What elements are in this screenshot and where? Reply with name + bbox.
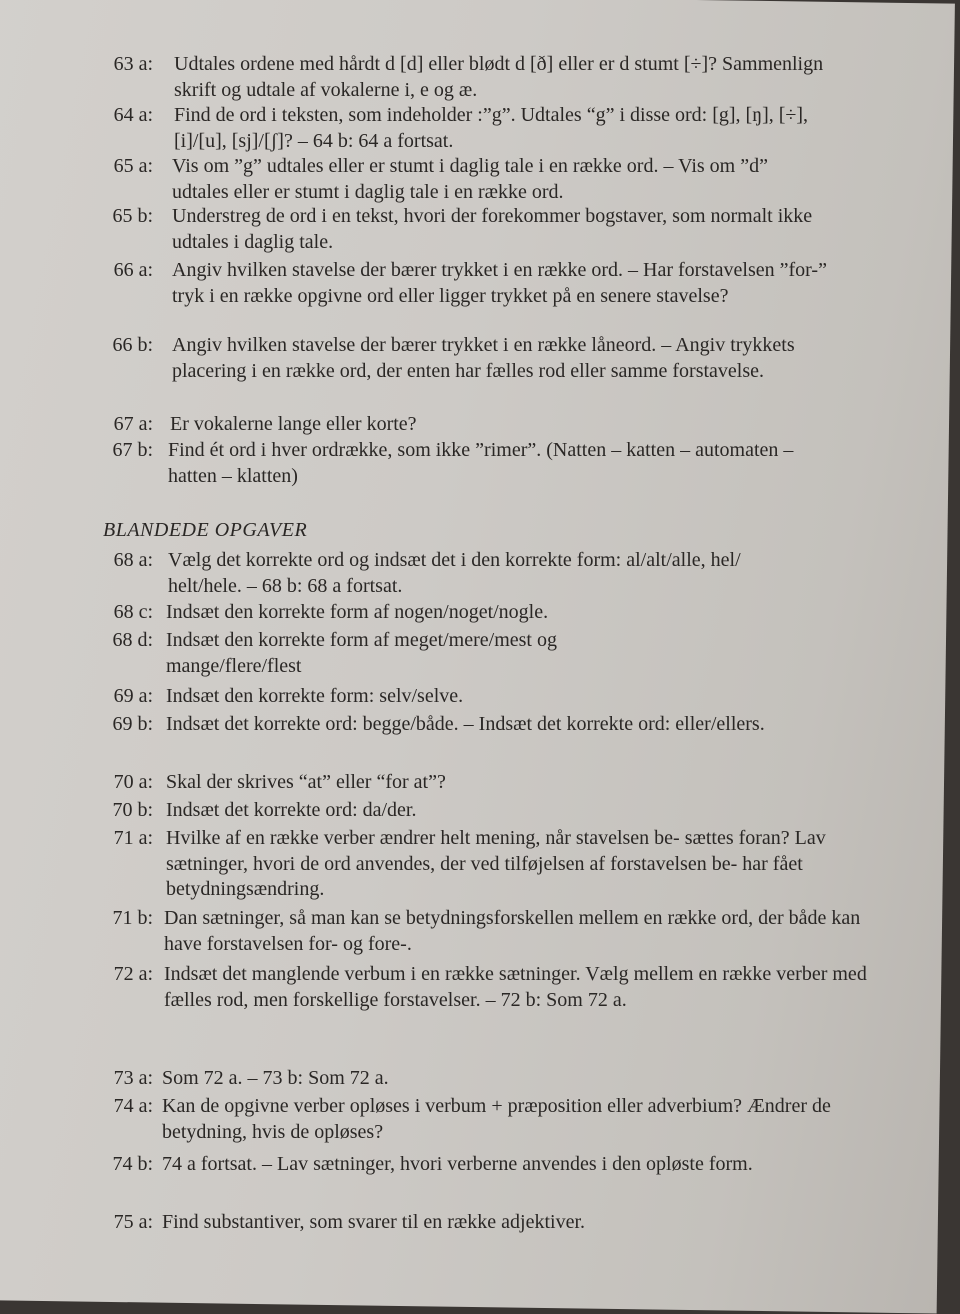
entry-number: 67 a: (113, 413, 153, 435)
entry-text: Dan sætninger, så man kan se betydningsforskellen mellem en række ord, der både kan have forstavelsen for- og fore-. (164, 907, 861, 955)
entry-text: Angiv hvilken stavelse der bærer trykket i en række låneord. – Angiv trykkets placering i en række ord, der enten har fælles rod eller samme forstavelse. (172, 334, 795, 382)
entry-number: 66 b: (112, 334, 153, 356)
entry-number: 75 a: (113, 1211, 153, 1233)
entry-number: 74 b: (112, 1153, 153, 1175)
entry-number: 71 b: (112, 907, 153, 929)
entry-text: Vælg det korrekte ord og indsæt det i den korrekte form: al/alt/alle, hel/ helt/hele. – 68 b: 68 a fortsat. (168, 549, 741, 597)
entry-text: Indsæt den korrekte form: selv/selve. (166, 685, 464, 707)
entry-text: Understreg de ord i en tekst, hvori der forekommer bogstaver, som normalt ikke udtales i daglig tale. (172, 205, 813, 253)
entry-number: 65 a: (113, 155, 153, 177)
entry-number: 67 b: (112, 439, 153, 461)
entry-number: 64 a: (113, 104, 153, 126)
entry-text: Udtales ordene med hårdt d [d] eller blødt d [ð] eller er d stumt [÷]? Sammenlign skrift og udtale af vokalerne i, e og æ. (174, 53, 824, 101)
entry-number: 68 a: (113, 549, 153, 571)
entry-text: Find substantiver, som svarer til en række adjektiver. (162, 1211, 586, 1233)
entry-text: Hvilke af en række verber ændrer helt mening, når stavelsen be- sættes foran? Lav sætninger, hvori de ord anvendes, der ved tilføjelsen af forstavelsen be- har fået betydningsændring. (166, 827, 826, 900)
entry-text: Angiv hvilken stavelse der bærer trykket i en række ord. – Har forstavelsen ”for-” tryk i en række opgivne ord eller ligger trykket på en senere stavelse? (172, 259, 827, 307)
entry-number: 69 b: (112, 713, 153, 735)
entry-number: 70 a: (113, 771, 153, 793)
entry-number: 69 a: (113, 685, 153, 707)
entry-text: Vis om ”g” udtales eller er stumt i daglig tale i en række ord. – Vis om ”d” udtales eller er stumt i daglig tale i en række ord. (172, 155, 768, 203)
entry-text: Indsæt den korrekte form af meget/mere/mest og mange/flere/flest (166, 629, 557, 677)
entry-text: Find de ord i teksten, som indeholder :”g”. Udtales “g” i disse ord: [g], [ŋ], [÷], [i]/[u], [sj]/[ʃ]? – 64 b: 64 a fortsat. (174, 104, 809, 152)
entry-text: Indsæt det korrekte ord: begge/både. – Indsæt det korrekte ord: eller/ellers. (166, 713, 765, 735)
entry-text: Indsæt det korrekte ord: da/der. (166, 799, 417, 821)
entry-text: Som 72 a. – 73 b: Som 72 a. (162, 1067, 389, 1089)
entry-number: 68 d: (112, 629, 153, 651)
entry-number: 63 a: (113, 53, 153, 75)
section-heading: BLANDEDE OPGAVER (103, 519, 308, 541)
entry-text: Skal der skrives “at” eller “for at”? (166, 771, 446, 793)
entry-number: 71 a: (113, 827, 153, 849)
entry-number: 73 a: (113, 1067, 153, 1089)
entry-number: 68 c: (113, 601, 153, 623)
entry-number: 70 b: (112, 799, 153, 821)
entry-text: Find ét ord i hver ordrække, som ikke ”rimer”. (Natten – katten – automaten – hatten – klatten) (168, 439, 794, 487)
entry-text: Kan de opgivne verber opløses i verbum + præposition eller adverbium? Ændrer de betydning, hvis de opløses? (162, 1095, 831, 1143)
entry-number: 65 b: (112, 205, 153, 227)
entry-number: 72 a: (113, 963, 153, 985)
entry-text: Indsæt det manglende verbum i en række sætninger. Vælg mellem en række verber med fælles rod, men forskellige forstavelser. – 72 b: Som 72 a. (164, 963, 867, 1011)
entry-number: 66 a: (113, 259, 153, 281)
entry-text: Indsæt den korrekte form af nogen/noget/nogle. (166, 601, 549, 623)
entry-text: Er vokalerne lange eller korte? (170, 413, 417, 435)
entry-text: 74 a fortsat. – Lav sætninger, hvori verberne anvendes i den opløste form. (162, 1153, 753, 1175)
entry-number: 74 a: (113, 1095, 153, 1117)
